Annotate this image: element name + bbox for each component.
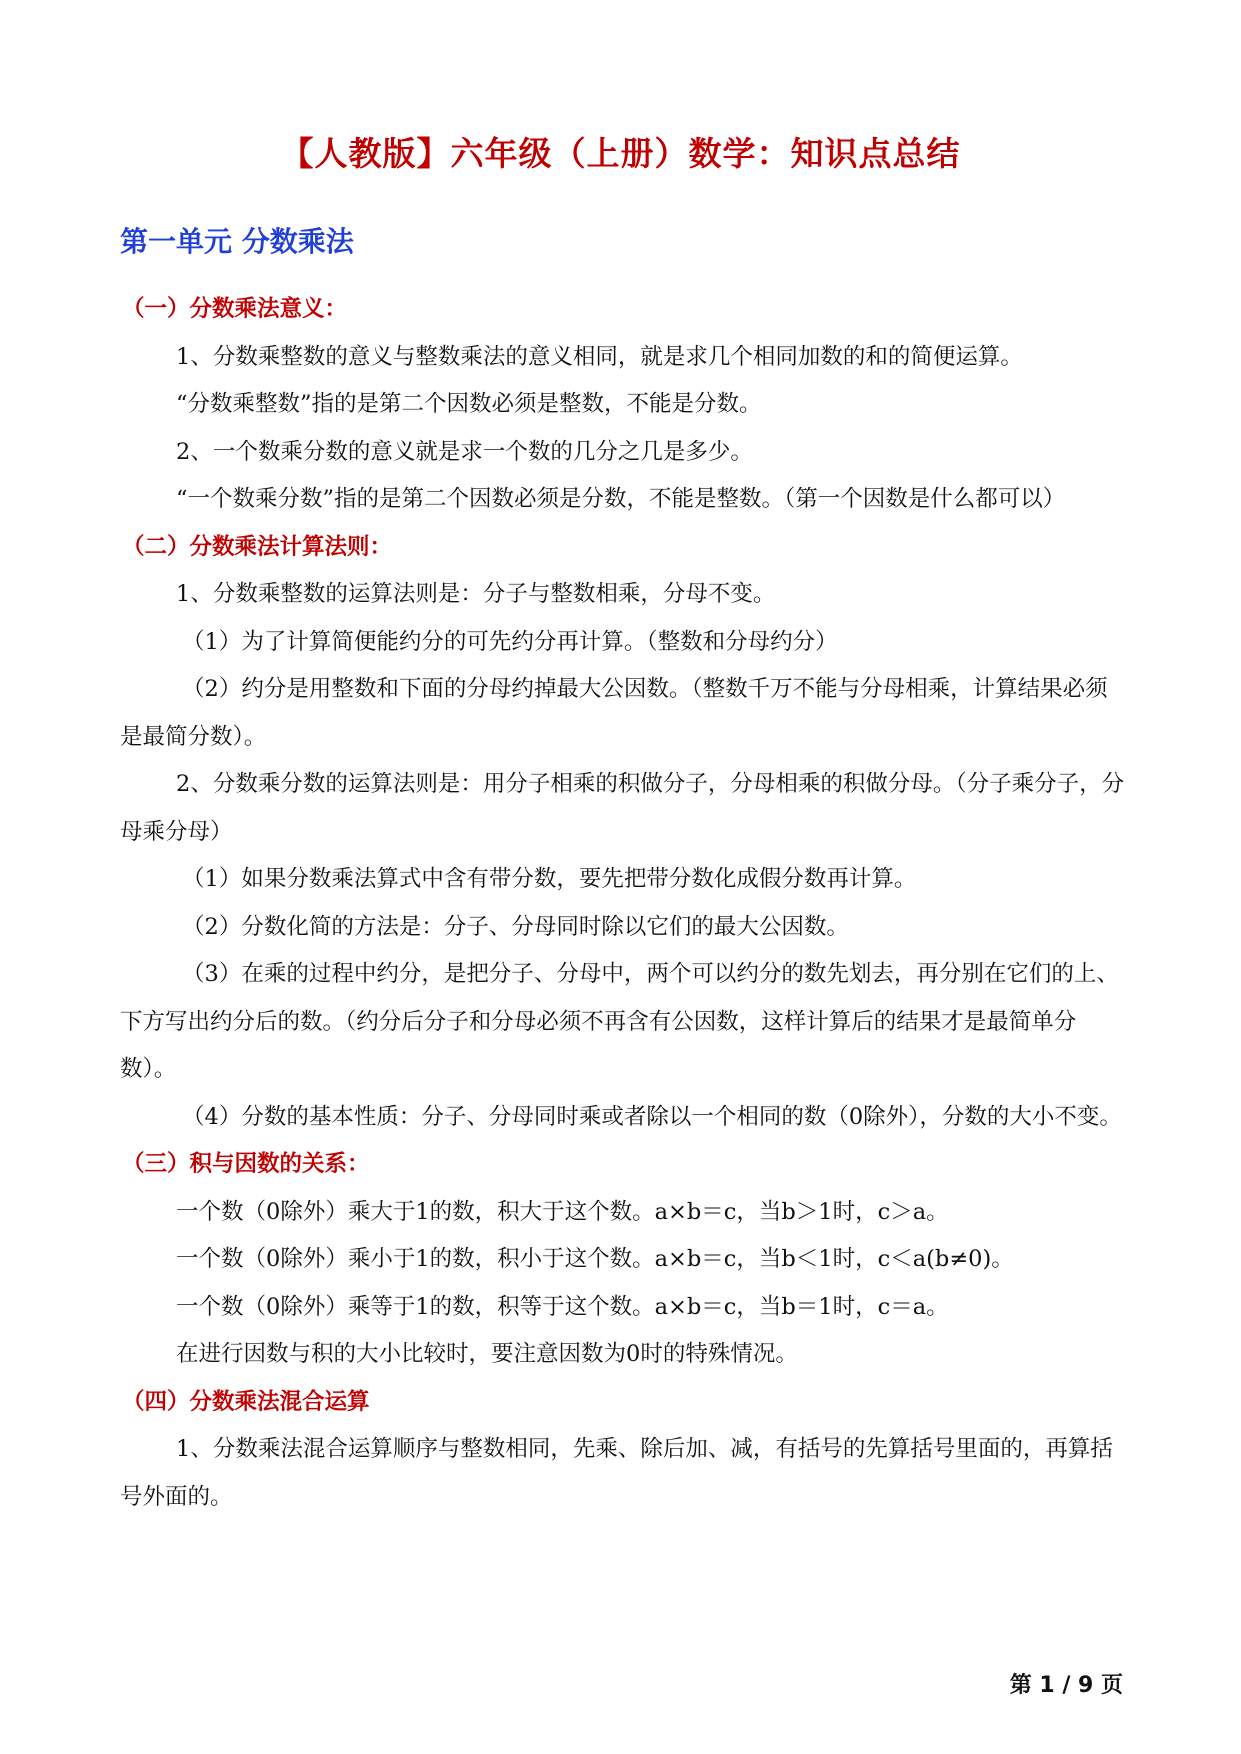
paragraph: （2）约分是用整数和下面的分母约掉最大公因数。（整数千万不能与分母相乘，计算结果必须是最简分数）。 [120,676,1108,750]
document-title: 【人教版】六年级（上册）数学：知识点总结 [280,134,961,173]
paragraph: 一个数（0除外）乘大于1的数，积大于这个数。a×b＝c，当b＞1时，c＞a。 [176,1198,949,1225]
paragraph: （3）在乘的过程中约分，是把分子、分母中，两个可以约分的数先划去，再分别在它们的上、下方写出约分后的数。（约分后分子和分母必须不再含有公因数，这样计算后的结果才是最简单分数）。 [120,961,1119,1082]
unit-heading: 第一单元 分数乘法 [120,225,354,258]
paragraph: （2）分数化简的方法是：分子、分母同时除以它们的最大公因数。 [182,913,849,940]
paragraph: “一个数乘分数”指的是第二个因数必须是分数，不能是整数。（第一个因数是什么都可以） [176,486,1066,512]
paragraph: （1）为了计算简便能约分的可先约分再计算。（整数和分母约分） [182,628,838,655]
section-heading-3: （三）积与因数的关系： [122,1151,370,1177]
document-body [120,286,1125,1521]
section-heading-2: （二）分数乘法计算法则： [122,533,393,560]
paragraph: 2、分数乘分数的运算法则是：用分子相乘的积做分子，分母相乘的积做分母。（分子乘分子，分母乘分母） [120,771,1125,845]
paragraph: 2、一个数乘分数的意义就是求一个数的几分之几是多少。 [176,438,753,465]
paragraph: 1、分数乘法混合运算顺序与整数相同，先乘、除后加、减，有括号的先算括号里面的，再算括号外面的。 [120,1436,1113,1510]
section-heading-4: （四）分数乘法混合运算 [122,1388,370,1415]
paragraph: 一个数（0除外）乘小于1的数，积小于这个数。a×b＝c，当b＜1时，c＜a(b≠0)。 [176,1246,1014,1272]
paragraph: （1）如果分数乘法算式中含有带分数，要先把带分数化成假分数再计算。 [182,866,917,892]
paragraph: “分数乘整数”指的是第二个因数必须是整数，不能是分数。 [176,391,762,417]
paragraph: 在进行因数与积的大小比较时，要注意因数为0时的特殊情况。 [176,1341,798,1367]
paragraph: 1、分数乘整数的意义与整数乘法的意义相同，就是求几个相同加数的和的简便运算。 [176,343,1023,370]
section-heading-1: （一）分数乘法意义： [122,296,348,322]
paragraph: 1、分数乘整数的运算法则是：分子与整数相乘，分母不变。 [176,581,776,607]
page-number: 第 1 / 9 页 [1009,1673,1123,1698]
paragraph: （4）分数的基本性质：分子、分母同时乘或者除以一个相同的数（0除外），分数的大小不变。 [182,1103,1122,1130]
paragraph: 一个数（0除外）乘等于1的数，积等于这个数。a×b＝c，当b＝1时，c＝a。 [176,1293,949,1320]
